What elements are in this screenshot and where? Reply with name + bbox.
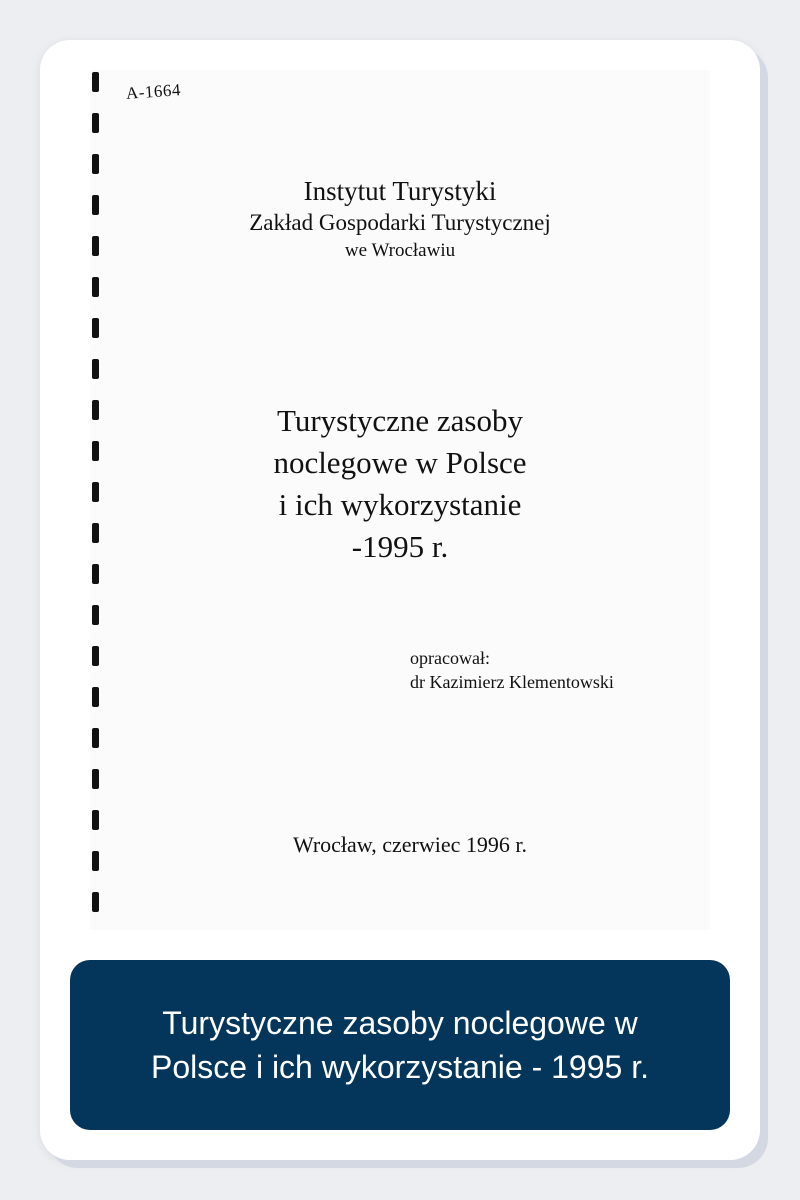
binding-hole [92,892,99,912]
handwritten-reference: A-1664 [125,80,182,103]
title-line: noclegowe w Polsce [273,445,527,480]
title-line: i ich wykorzystanie [278,487,522,522]
binding-hole [92,277,99,297]
author-name: dr Kazimierz Klementowski [410,672,614,692]
caption-line: Polsce i ich wykorzystanie - 1995 r. [151,1049,649,1085]
binding-hole [92,769,99,789]
binding-hole [92,605,99,625]
binding-hole [92,728,99,748]
binding-hole [92,646,99,666]
binding-hole [92,318,99,338]
institute-block [90,174,710,264]
department-name: Zakład Gospodarki Turystycznej [249,210,551,235]
binding-hole [92,72,99,92]
title-line: -1995 r. [351,529,449,564]
document-cover-scan[interactable] [90,70,710,930]
author-label: opracował: [410,648,490,668]
binding-hole [92,154,99,174]
document-card[interactable] [40,40,760,1160]
binding-hole [92,113,99,133]
title-line: Turystyczne zasoby [277,403,523,438]
binding-hole [92,359,99,379]
document-title [90,400,710,568]
caption-line: Turystyczne zasoby noclegowe w [162,1005,638,1041]
place-date: Wrocław, czerwiec 1996 r. [292,832,528,857]
caption-banner[interactable] [70,960,730,1130]
institute-name: Instytut Turystyki [303,176,497,206]
binding-hole [92,687,99,707]
author-block [410,646,614,694]
institute-location: we Wrocławiu [344,240,456,261]
binding-hole [92,810,99,830]
